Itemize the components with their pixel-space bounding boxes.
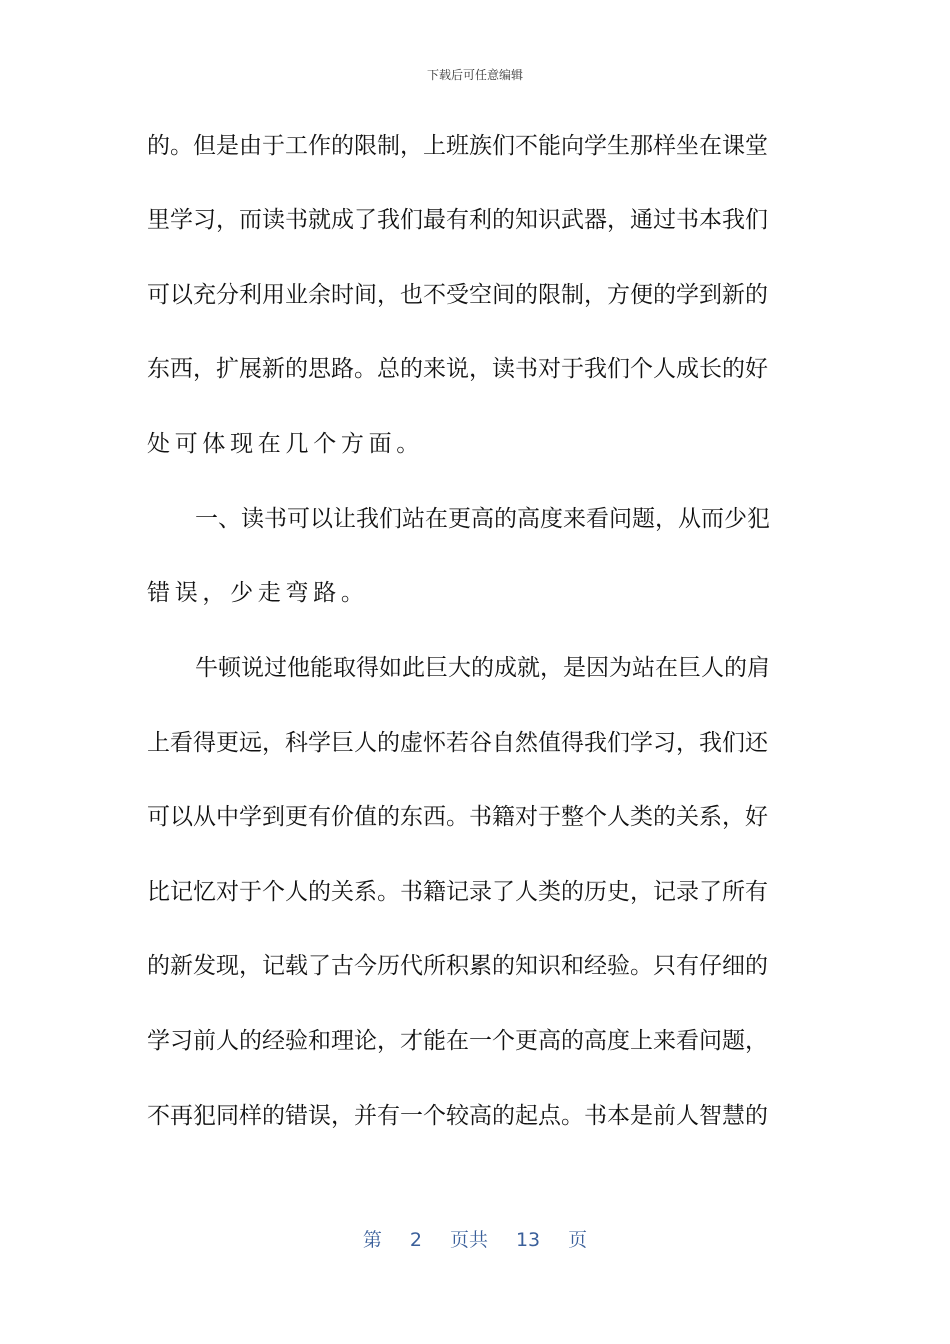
page-footer: [0, 1225, 950, 1252]
paragraph-line: 可以充分利用业余时间，也不受空间的限制，方便的学到新的: [147, 282, 768, 308]
paragraph-line: 东西，扩展新的思路。总的来说，读书对于我们个人成长的好: [147, 356, 768, 382]
paragraph-line: 可以从中学到更有价值的东西。书籍对于整个人类的关系，好: [147, 804, 768, 830]
paragraph-line: 的新发现，记载了古今历代所积累的知识和经验。只有仔细的: [147, 953, 768, 979]
paragraph-line: 不再犯同样的错误，并有一个较高的起点。书本是前人智慧的: [147, 1103, 768, 1129]
paragraph-line: 学习前人的经验和理论，才能在一个更高的高度上来看问题，: [147, 1028, 768, 1054]
paragraph-line: 一、读书可以让我们站在更高的高度来看问题，从而少犯: [195, 506, 770, 532]
paragraph-line: 牛顿说过他能取得如此巨大的成就，是因为站在巨人的肩: [195, 655, 770, 681]
page-header: 下载后可任意编辑: [426, 68, 523, 82]
paragraph-line: 处可体现在几个方面。: [147, 431, 424, 457]
footer-page-number: 2: [409, 1229, 422, 1251]
paragraph-line: 错误，少走弯路。: [147, 580, 369, 606]
footer-suffix: 页: [568, 1229, 588, 1251]
paragraph-line: 比记忆对于个人的关系。书籍记录了人类的历史，记录了所有: [147, 879, 768, 905]
footer-total-pages: 13: [515, 1229, 541, 1251]
paragraph-line: 里学习，而读书就成了我们最有利的知识武器，通过书本我们: [147, 207, 768, 233]
paragraph-line: 上看得更远，科学巨人的虚怀若谷自然值得我们学习，我们还: [147, 730, 768, 756]
footer-middle: 页共: [449, 1229, 488, 1251]
paragraph-line: 的。但是由于工作的限制，上班族们不能向学生那样坐在课堂: [147, 133, 768, 159]
footer-prefix: 第: [362, 1229, 382, 1251]
